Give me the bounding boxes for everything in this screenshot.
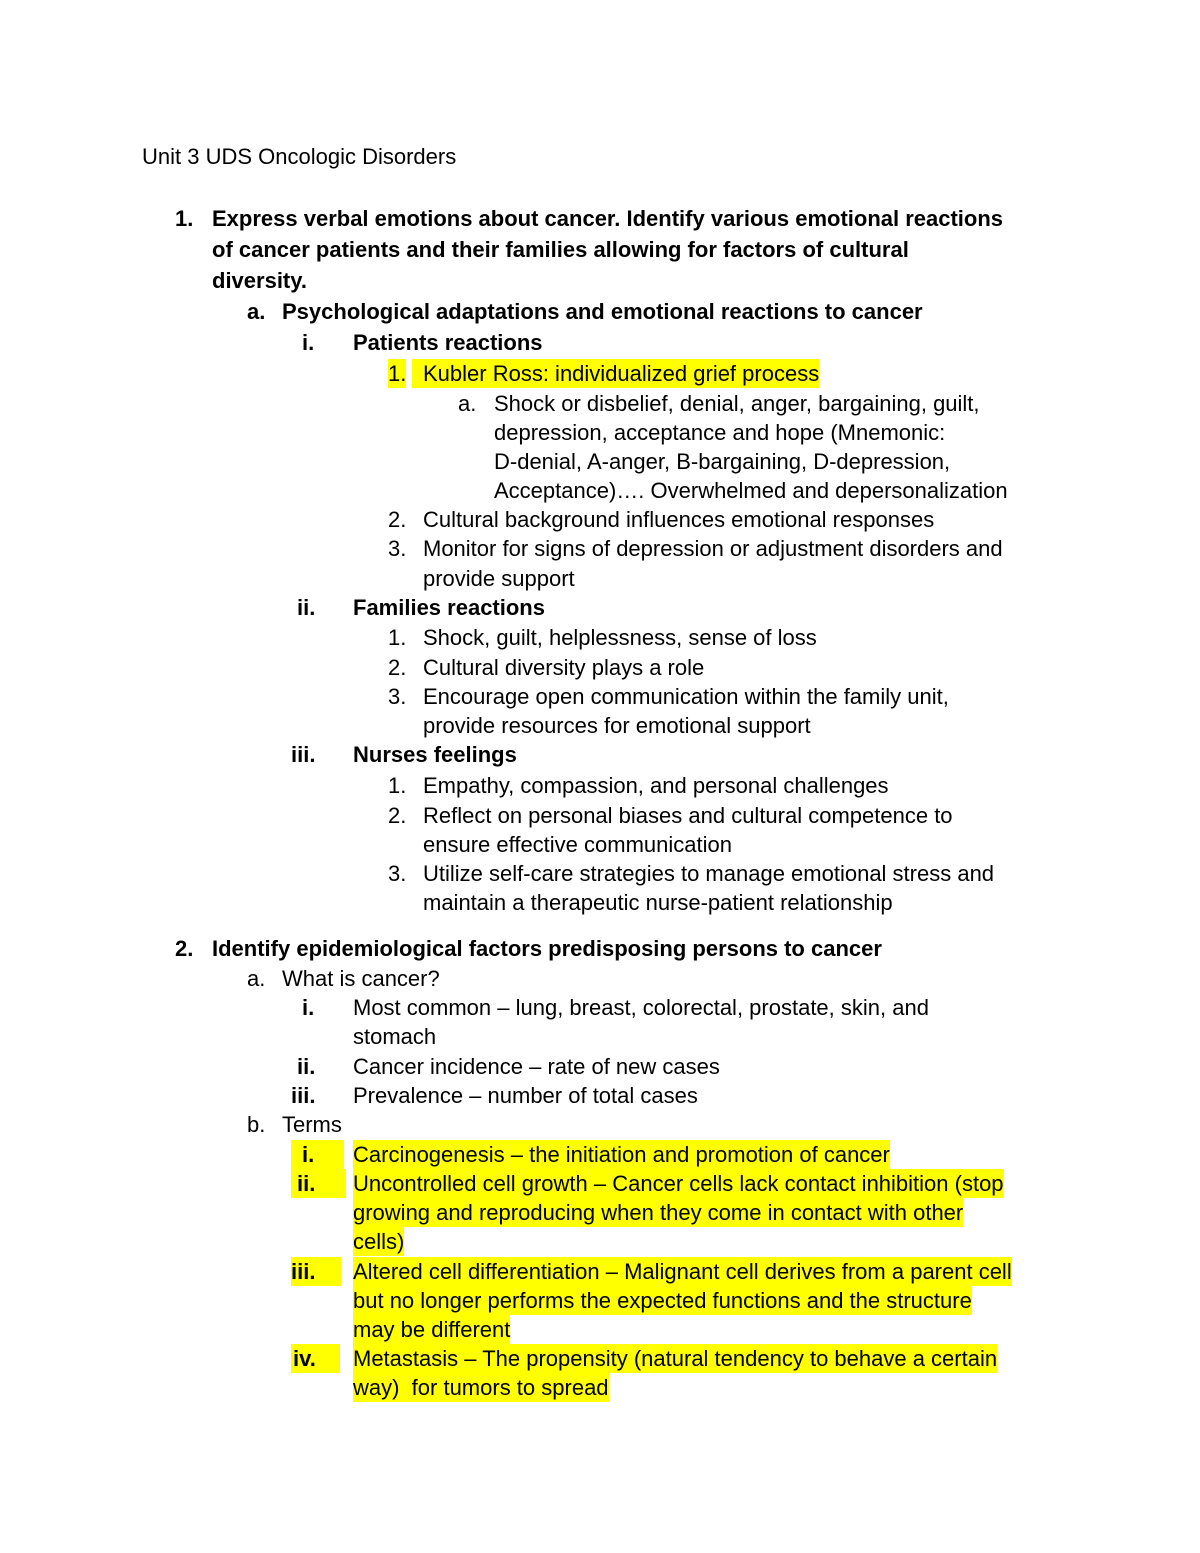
document-title: Unit 3 UDS Oncologic Disorders	[142, 144, 457, 169]
section-1-number: 1.	[175, 206, 194, 231]
document-page: Unit 3 UDS Oncologic Disorders 1. Express verbal emotions about cancer. Identify various emotional reactions of cancer patients and their families allowing for factors of cultural diversity. a. Psychological adaptations and emotional reactions to cancer i. Patients reactions 1. Kubler Ross: individualized grief process a. Shock or disbelief, denial, anger, bargaining, guilt, depression, acceptance and hope (Mnemonic: D-denial, A-anger, B-bargaining, D-depression, Acceptance)…. Overwhelmed and depersonalization 2. Cultural background influences emotional responses 3. Monitor for signs of depression or adjustment disorders and provide support ii. Families reactions 1. Shock, guilt, helplessness, sense of loss 2. Cultural diversity plays a role 3. Encourage open communication within the family unit, provide resources for emotional support iii. Nurses feelings 1. Empathy, compassion, and personal challenges 2. Reflect on personal biases and cultural competence to ensure effective communication 3. Utilize self-care strategies to manage emotional stress and maintain a therapeutic nurse-patient relationship 2. Identify epidemiological factors predisposing persons to cancer a. What is cancer? i. Most common – lung, breast, colorectal, prostate, skin, and stomach ii. Cancer incidence – rate of new cases iii. Prevalence – number of total cases b. Terms i. Carcinogenesis – the initiation and promotion of cancer ii. Uncontrolled cell growth – Cancer cells lack contact inhibition (stop growing and reproducing when they come in contact with other cells) iii. Altered cell differentiation – Malignant cell derives from a parent cell but no longer performs the expected functions and the structure may be different iv. Metastasis – The propensity (natural tendency to behave a certain way) for tumors to spread	[142, 144, 1012, 1400]
